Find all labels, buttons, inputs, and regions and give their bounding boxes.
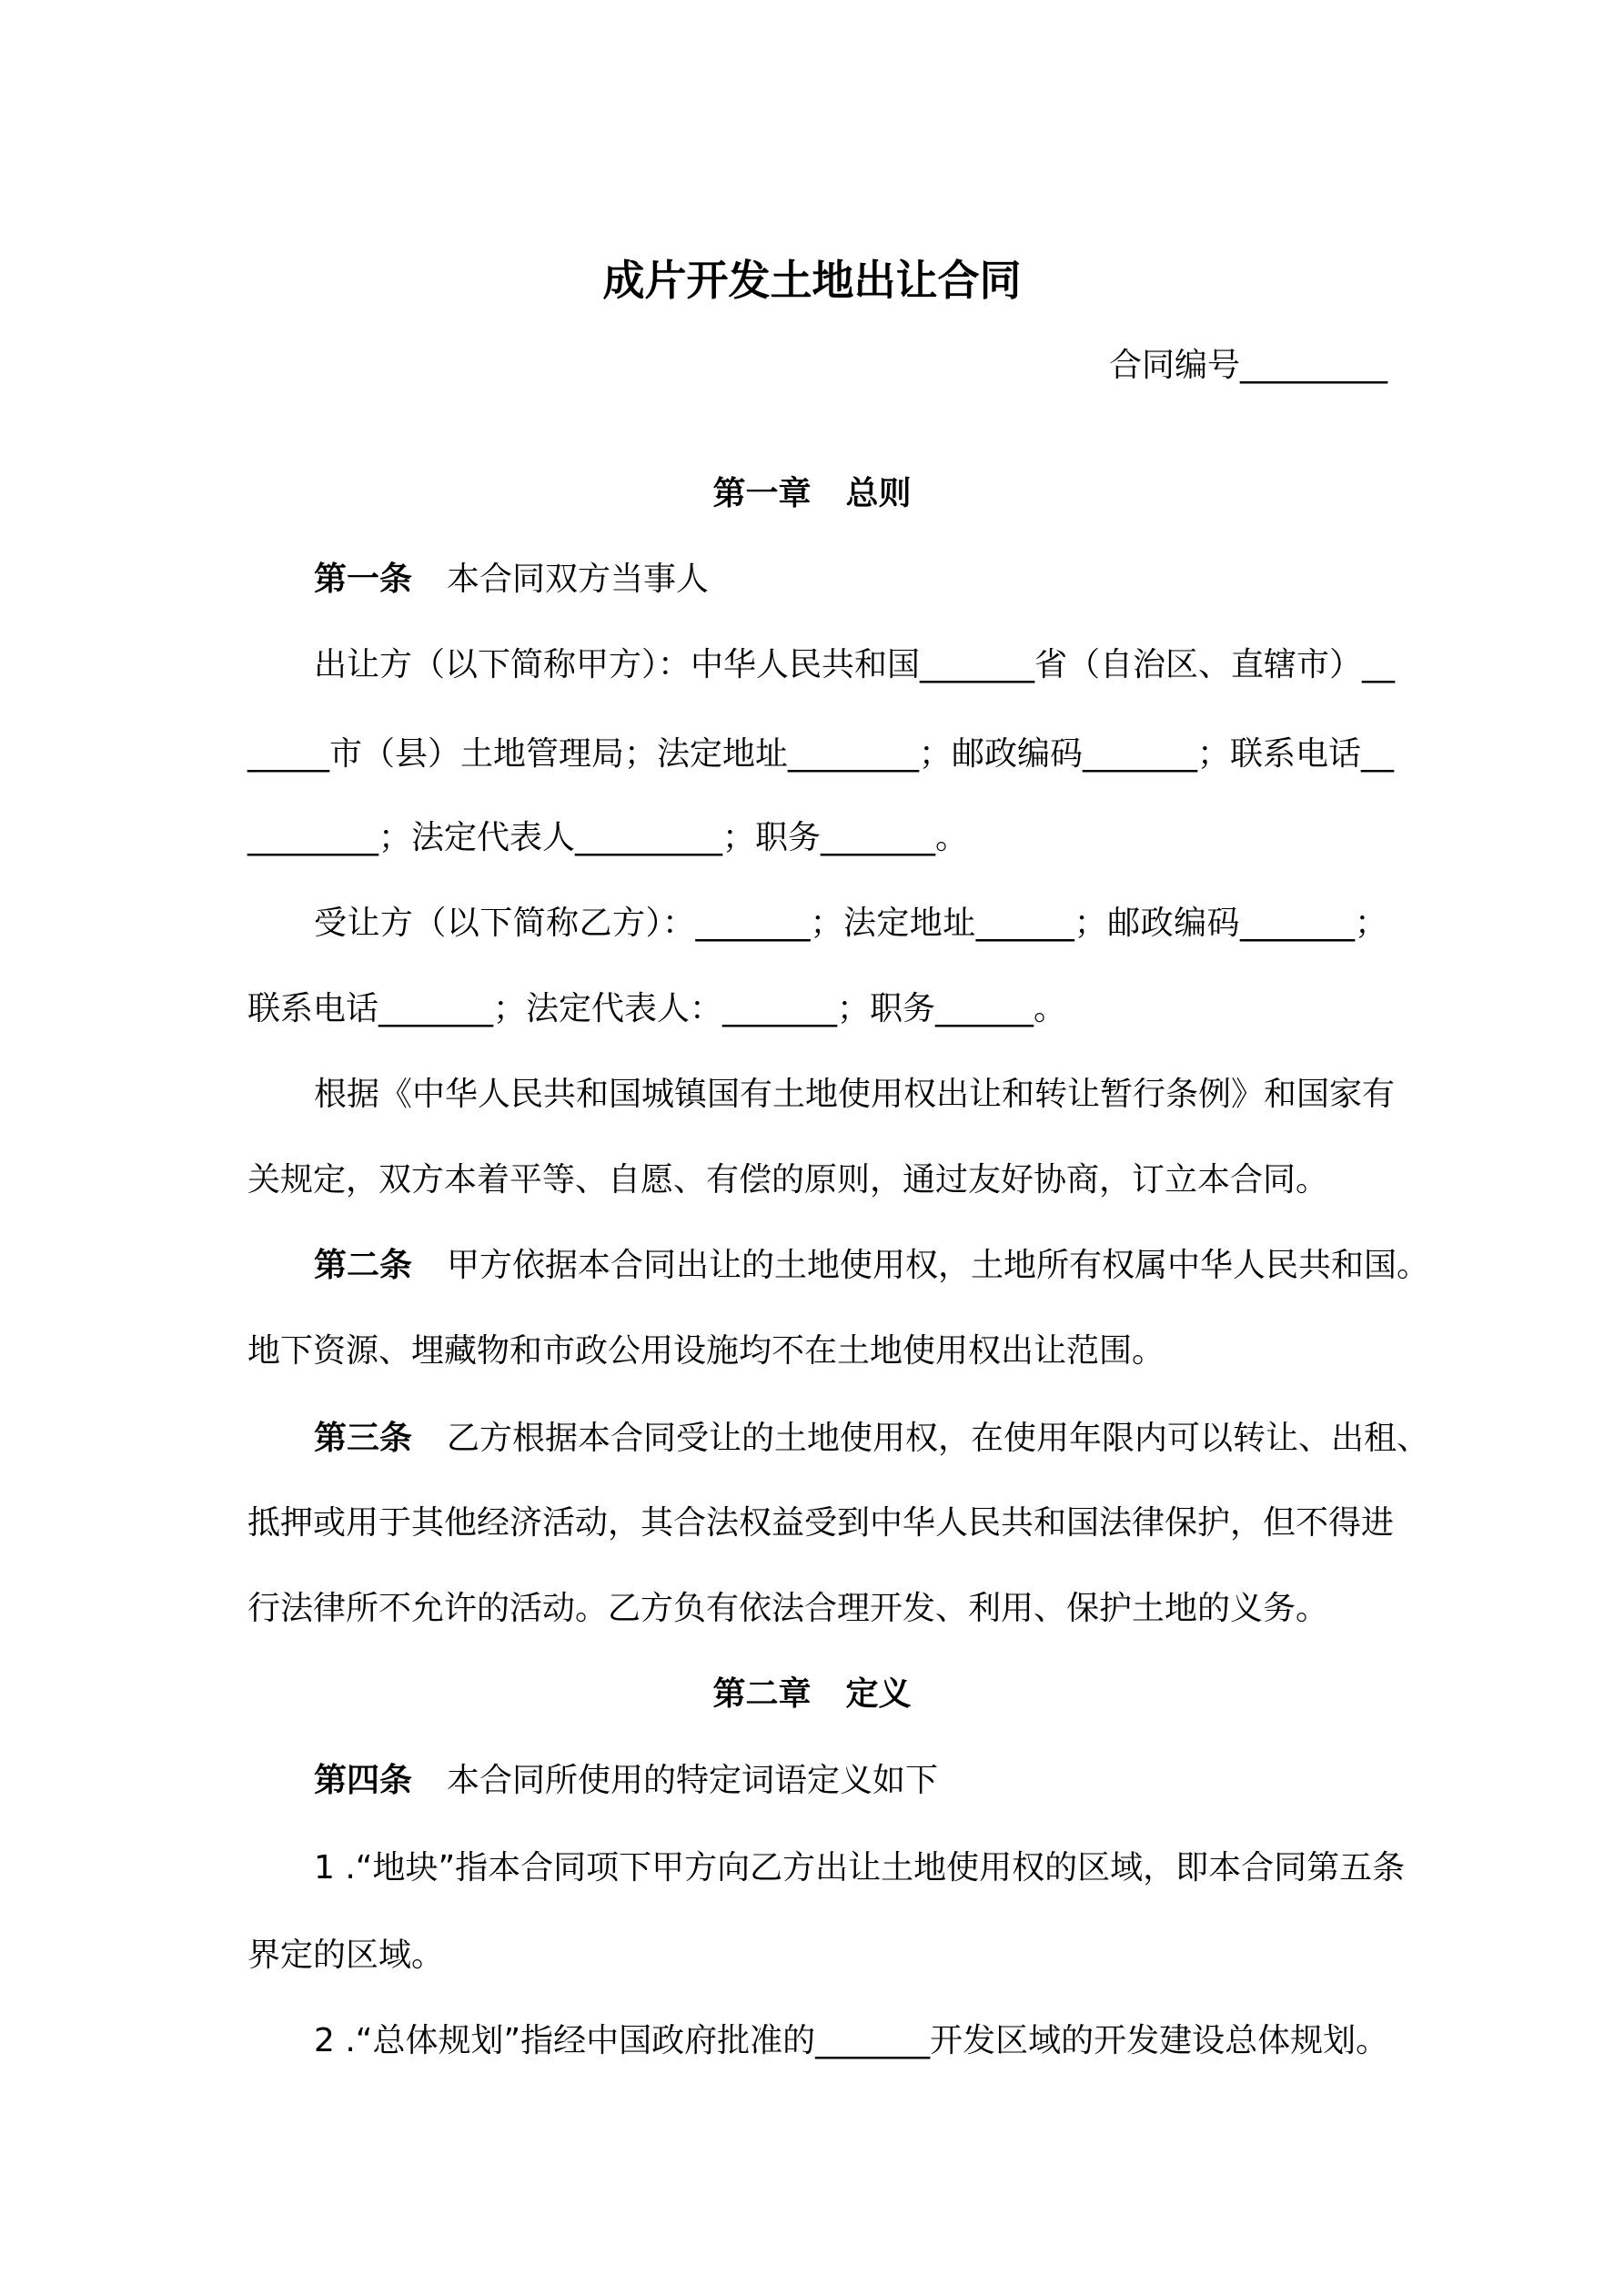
article-text: 甲方依据本合同出让的土地使用权，土地所有权属中华人民共和国。 xyxy=(447,1247,1430,1284)
party-a-line: _____市（县）土地管理局；法定地址________；邮政编码_______；联系电话__ xyxy=(247,735,1395,773)
article-3 xyxy=(314,1419,1430,1459)
article-1 xyxy=(314,560,1387,600)
article-4 xyxy=(314,1761,1387,1801)
chapter-2-heading xyxy=(0,1674,1624,1714)
basis-line: 根据《中华人民共和国城镇国有土地使用权出让和转让暂行条例》和国家有 xyxy=(314,1076,1396,1113)
party-b-line: 联系电话_______；法定代表人：_______；职务______。 xyxy=(247,990,1067,1027)
definition-1-line: 界定的区域。 xyxy=(247,1937,445,1974)
basis-line: 关规定，双方本着平等、自愿、有偿的原则，通过友好协商，订立本合同。 xyxy=(247,1161,1329,1199)
article-label: 第三条 xyxy=(314,1420,413,1457)
article-text: 本合同所使用的特定词语定义如下 xyxy=(447,1762,939,1799)
article-2-line: 地下资源、埋藏物和市政公用设施均不在土地使用权出让范围。 xyxy=(247,1332,1165,1370)
article-3-line: 行法律所不允许的活动。乙方负有依法合理开发、利用、保护土地的义务。 xyxy=(247,1590,1329,1627)
party-b-line: 受让方（以下简称乙方）：_______；法定地址______；邮政编码_______； xyxy=(314,905,1387,942)
article-text: 乙方根据本合同受让的土地使用权，在使用年限内可以转让、出租、 xyxy=(447,1420,1430,1457)
article-label: 第四条 xyxy=(314,1762,413,1799)
party-a-line: ________；法定代表人_________；职务_______。 xyxy=(247,819,969,856)
chapter-1-heading xyxy=(0,474,1624,514)
article-label: 第一条 xyxy=(314,561,413,598)
party-a-line: 出让方（以下简称甲方）：中华人民共和国_______省（自治区、直辖市）__ xyxy=(314,646,1396,683)
chapter-number: 第一章 xyxy=(712,475,812,512)
chapter-number: 第二章 xyxy=(712,1675,812,1713)
article-text: 本合同双方当事人 xyxy=(447,561,710,598)
contract-number: 合同编号_________ xyxy=(1108,347,1387,384)
article-3-line: 抵押或用于其他经济活动，其合法权益受到中华人民共和国法律保护，但不得进 xyxy=(247,1504,1395,1542)
article-2 xyxy=(314,1246,1430,1286)
chapter-name: 定义 xyxy=(845,1675,912,1713)
document-title: 成片开发土地出让合同 xyxy=(602,256,1022,305)
chapter-name: 总则 xyxy=(845,475,912,512)
article-label: 第二条 xyxy=(314,1247,413,1284)
definition-1-line: 1 .“地块”指本合同项下甲方向乙方出让土地使用权的区域，即本合同第五条 xyxy=(314,1849,1406,1886)
definition-2-line: 2 .“总体规划”指经中国政府批准的_______开发区域的开发建设总体规划。 xyxy=(314,2022,1389,2059)
